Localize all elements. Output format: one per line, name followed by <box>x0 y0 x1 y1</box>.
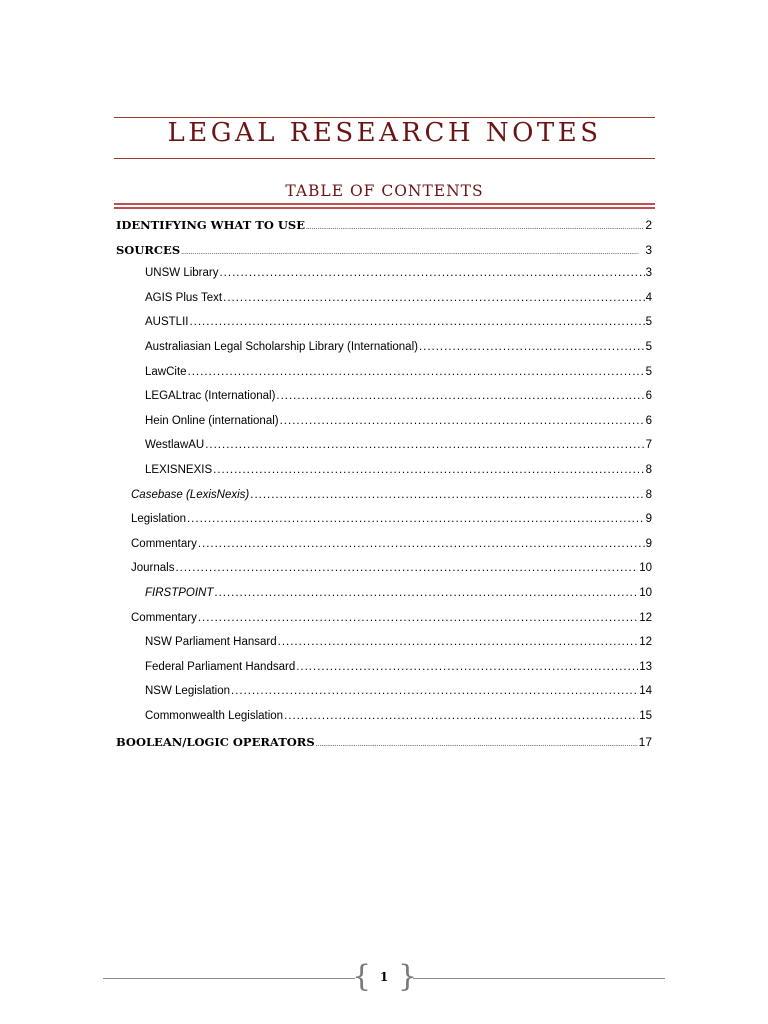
toc-entry[interactable] <box>131 562 652 580</box>
toc-entry-page: 9 <box>645 513 652 525</box>
toc-entry-page: 17 <box>638 735 652 749</box>
toc-entry-leader <box>306 224 644 231</box>
toc-entry-page: 12 <box>639 636 652 648</box>
toc-entry[interactable] <box>116 218 652 236</box>
footer-left-brace-icon: { <box>352 959 372 994</box>
toc-entry-title: Commentary <box>131 538 197 550</box>
toc-entry-page: 7 <box>645 439 652 451</box>
toc-entry-page: 3 <box>645 243 652 257</box>
toc-entry-title: Casebase (LexisNexis) <box>131 489 250 501</box>
toc-entry-title: Hein Online (international) <box>145 415 279 427</box>
toc-entry[interactable] <box>145 316 652 334</box>
toc-entry-page: 14 <box>639 685 652 697</box>
toc-entry-leader <box>188 366 645 378</box>
toc-entry-page: 6 <box>645 390 652 402</box>
toc-entry-page: 3 <box>645 267 652 279</box>
toc-entry-leader <box>231 685 638 697</box>
toc-entry-leader <box>219 267 644 279</box>
toc-entry-page: 9 <box>645 538 652 550</box>
toc-entry[interactable] <box>145 415 652 433</box>
toc-entry-page: 2 <box>645 218 652 232</box>
footer-rule-right <box>413 978 665 979</box>
toc-entry-title: AUSTLII <box>145 316 189 328</box>
toc-entry[interactable] <box>145 587 652 605</box>
footer-rule-left <box>103 978 355 979</box>
toc-entry-title: Australiasian Legal Scholarship Library (International) <box>145 341 418 353</box>
toc-entry-title: AGIS Plus Text <box>145 292 223 304</box>
toc-entry-page: 10 <box>639 587 652 599</box>
toc-entry-page: 5 <box>645 366 652 378</box>
toc-entry[interactable] <box>145 636 652 654</box>
toc-heading: TABLE OF CONTENTS <box>285 182 484 200</box>
toc-entry-title: Federal Parliament Handsard <box>145 661 296 673</box>
toc-entry-page: 4 <box>645 292 652 304</box>
toc-entry-title: WestlawAU <box>145 439 205 451</box>
toc-entry-title: NSW Legislation <box>145 685 231 697</box>
toc-entry-title: IDENTIFYING WHAT TO USE <box>116 218 305 232</box>
toc-entry-title: Commentary <box>131 612 197 624</box>
toc-entry-leader <box>181 249 644 256</box>
toc-entry-page: 8 <box>645 464 652 476</box>
toc-entry[interactable] <box>145 710 652 728</box>
toc-entry-leader <box>205 439 644 451</box>
toc-entry[interactable] <box>145 292 652 310</box>
toc-entry-title: LEGALtrac (International) <box>145 390 276 402</box>
toc-entry-leader <box>250 489 644 501</box>
toc-entry[interactable] <box>116 735 652 753</box>
toc-entry[interactable] <box>131 513 652 531</box>
toc-entry-leader <box>189 316 644 328</box>
toc-entry-leader <box>316 741 638 748</box>
toc-entry-page: 13 <box>639 661 652 673</box>
toc-entry-page: 6 <box>645 415 652 427</box>
toc-entry[interactable] <box>145 341 652 359</box>
toc-entry-leader <box>296 661 638 673</box>
toc-entry-title: UNSW Library <box>145 267 219 279</box>
toc-entry[interactable] <box>145 661 652 679</box>
toc-entry[interactable] <box>145 366 652 384</box>
toc-entry-page: 5 <box>645 341 652 353</box>
toc-entry-title: SOURCES <box>116 243 181 257</box>
toc-entry[interactable] <box>145 685 652 703</box>
toc-entry[interactable] <box>145 464 652 482</box>
toc-entry[interactable] <box>145 390 652 408</box>
toc-entry-page: 5 <box>645 316 652 328</box>
title-bottom-rule <box>114 158 655 159</box>
toc-entry-leader <box>276 390 644 402</box>
toc-entry-leader <box>213 464 644 476</box>
toc-entry[interactable] <box>145 267 652 285</box>
toc-entry[interactable] <box>131 489 652 507</box>
toc-entry-leader <box>280 415 645 427</box>
toc-heading-rule-bottom <box>114 207 655 209</box>
toc-entry-title: Commonwealth Legislation <box>145 710 284 722</box>
toc-entry-page: 15 <box>639 710 652 722</box>
toc-entry-title: Legislation <box>131 513 186 525</box>
toc-entry-leader <box>284 710 638 722</box>
toc-entry-page: 12 <box>639 612 652 624</box>
page-number: 1 <box>379 970 389 984</box>
toc-entry-leader <box>278 636 639 648</box>
toc-entry[interactable] <box>116 243 652 261</box>
toc-entry[interactable] <box>131 538 652 556</box>
toc-entry-title: NSW Parliament Hansard <box>145 636 277 648</box>
footer-right-brace-icon: } <box>398 959 418 994</box>
toc-entry-title: BOOLEAN/LOGIC OPERATORS <box>116 735 315 749</box>
toc-entry-leader <box>223 292 644 304</box>
toc-entry-leader <box>198 538 645 550</box>
document-title: LEGAL RESEARCH NOTES <box>167 118 602 148</box>
toc-entry-leader <box>198 612 638 624</box>
toc-entry-page: 8 <box>645 489 652 501</box>
toc-entry[interactable] <box>145 439 652 457</box>
toc-entry[interactable] <box>131 612 652 630</box>
toc-entry-title: LawCite <box>145 366 187 378</box>
toc-entry-leader <box>187 513 645 525</box>
toc-entry-leader <box>419 341 645 353</box>
toc-entry-title: FIRSTPOINT <box>145 587 214 599</box>
toc-entry-title: LEXISNEXIS <box>145 464 213 476</box>
toc-entry-title: Journals <box>131 562 175 574</box>
toc-entry-leader <box>175 562 638 574</box>
toc-entry-leader <box>214 587 638 599</box>
toc-entry-page: 10 <box>639 562 652 574</box>
toc-heading-rule-top <box>114 203 655 205</box>
